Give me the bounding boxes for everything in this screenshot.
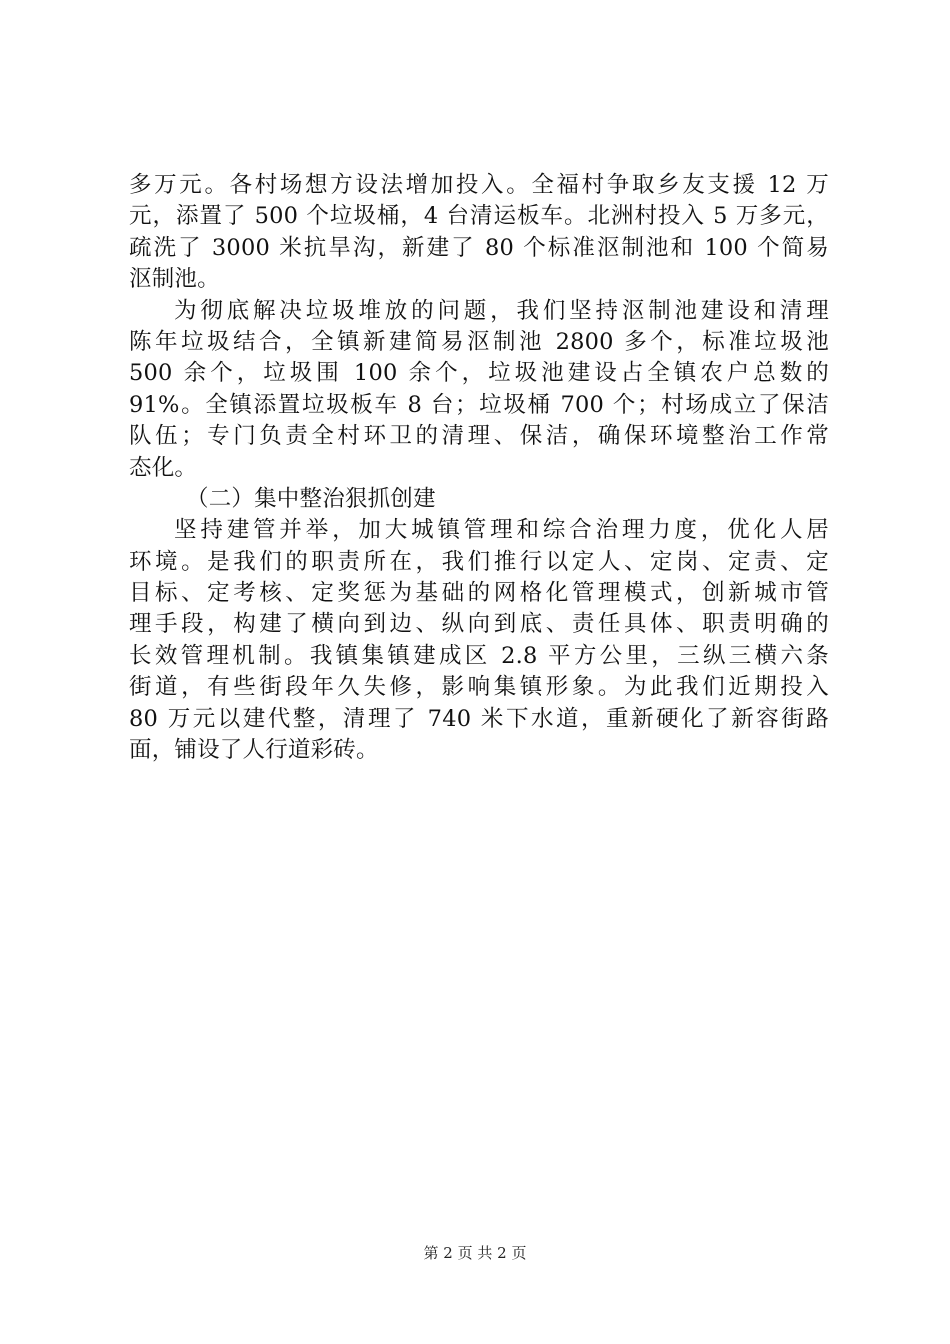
text-line: 长效管理机制。我镇集镇建成区 2.8 平方公里，三纵三横六条 — [129, 642, 829, 669]
paragraph-3 — [129, 515, 829, 766]
section-heading — [129, 484, 829, 515]
paragraph-1 — [129, 170, 829, 296]
text-line: 疏洗了 3000 米抗旱沟，新建了 80 个标准沤制池和 100 个简易 — [129, 234, 829, 261]
text-line: 为彻底解决垃圾堆放的问题，我们坚持沤制池建设和清理 — [174, 297, 829, 324]
text-line: 坚持建管并举，加大城镇管理和综合治理力度，优化人居 — [174, 517, 829, 544]
text-line: 多万元。各村场想方设法增加投入。全福村争取乡友支援 12 万 — [129, 172, 829, 198]
page-number: 第 2 页 共 2 页 — [423, 1244, 527, 1262]
text-line: 街道，有些街段年久失修，影响集镇形象。为此我们近期投入 — [129, 674, 829, 701]
text-line: 500 余个，垃圾围 100 余个，垃圾池建设占全镇农户总数的 — [129, 360, 829, 387]
text-line: 元，添置了 500 个垃圾桶，4 台清运板车。北洲村投入 5 万多元， — [129, 203, 829, 230]
paragraph-2 — [129, 296, 829, 484]
document-body — [129, 170, 829, 766]
text-line: 80 万元以建代整，清理了 740 米下水道，重新硬化了新容街路 — [129, 705, 829, 732]
page-footer — [0, 1243, 950, 1263]
text-line: 理手段，构建了横向到边、纵向到底、责任具体、职责明确的 — [129, 611, 829, 638]
text-line: 面，铺设了人行道彩砖。 — [129, 737, 379, 764]
text-line: 队伍；专门负责全村环卫的清理、保洁，确保环境整治工作常 — [129, 423, 829, 450]
text-line: 态化。 — [129, 454, 198, 481]
text-line: 沤制池。 — [129, 266, 220, 293]
text-line: 91%。全镇添置垃圾板车 8 台；垃圾桶 700 个；村场成立了保洁 — [129, 391, 829, 418]
text-line: 陈年垃圾结合，全镇新建简易沤制池 2800 多个，标准垃圾池 — [129, 328, 829, 355]
text-line: 环境。是我们的职责所在，我们推行以定人、定岗、定责、定 — [129, 548, 829, 575]
section-heading-text: （二）集中整治狠抓创建 — [186, 485, 436, 512]
text-line: 目标、定考核、定奖惩为基础的网格化管理模式，创新城市管 — [129, 580, 829, 607]
